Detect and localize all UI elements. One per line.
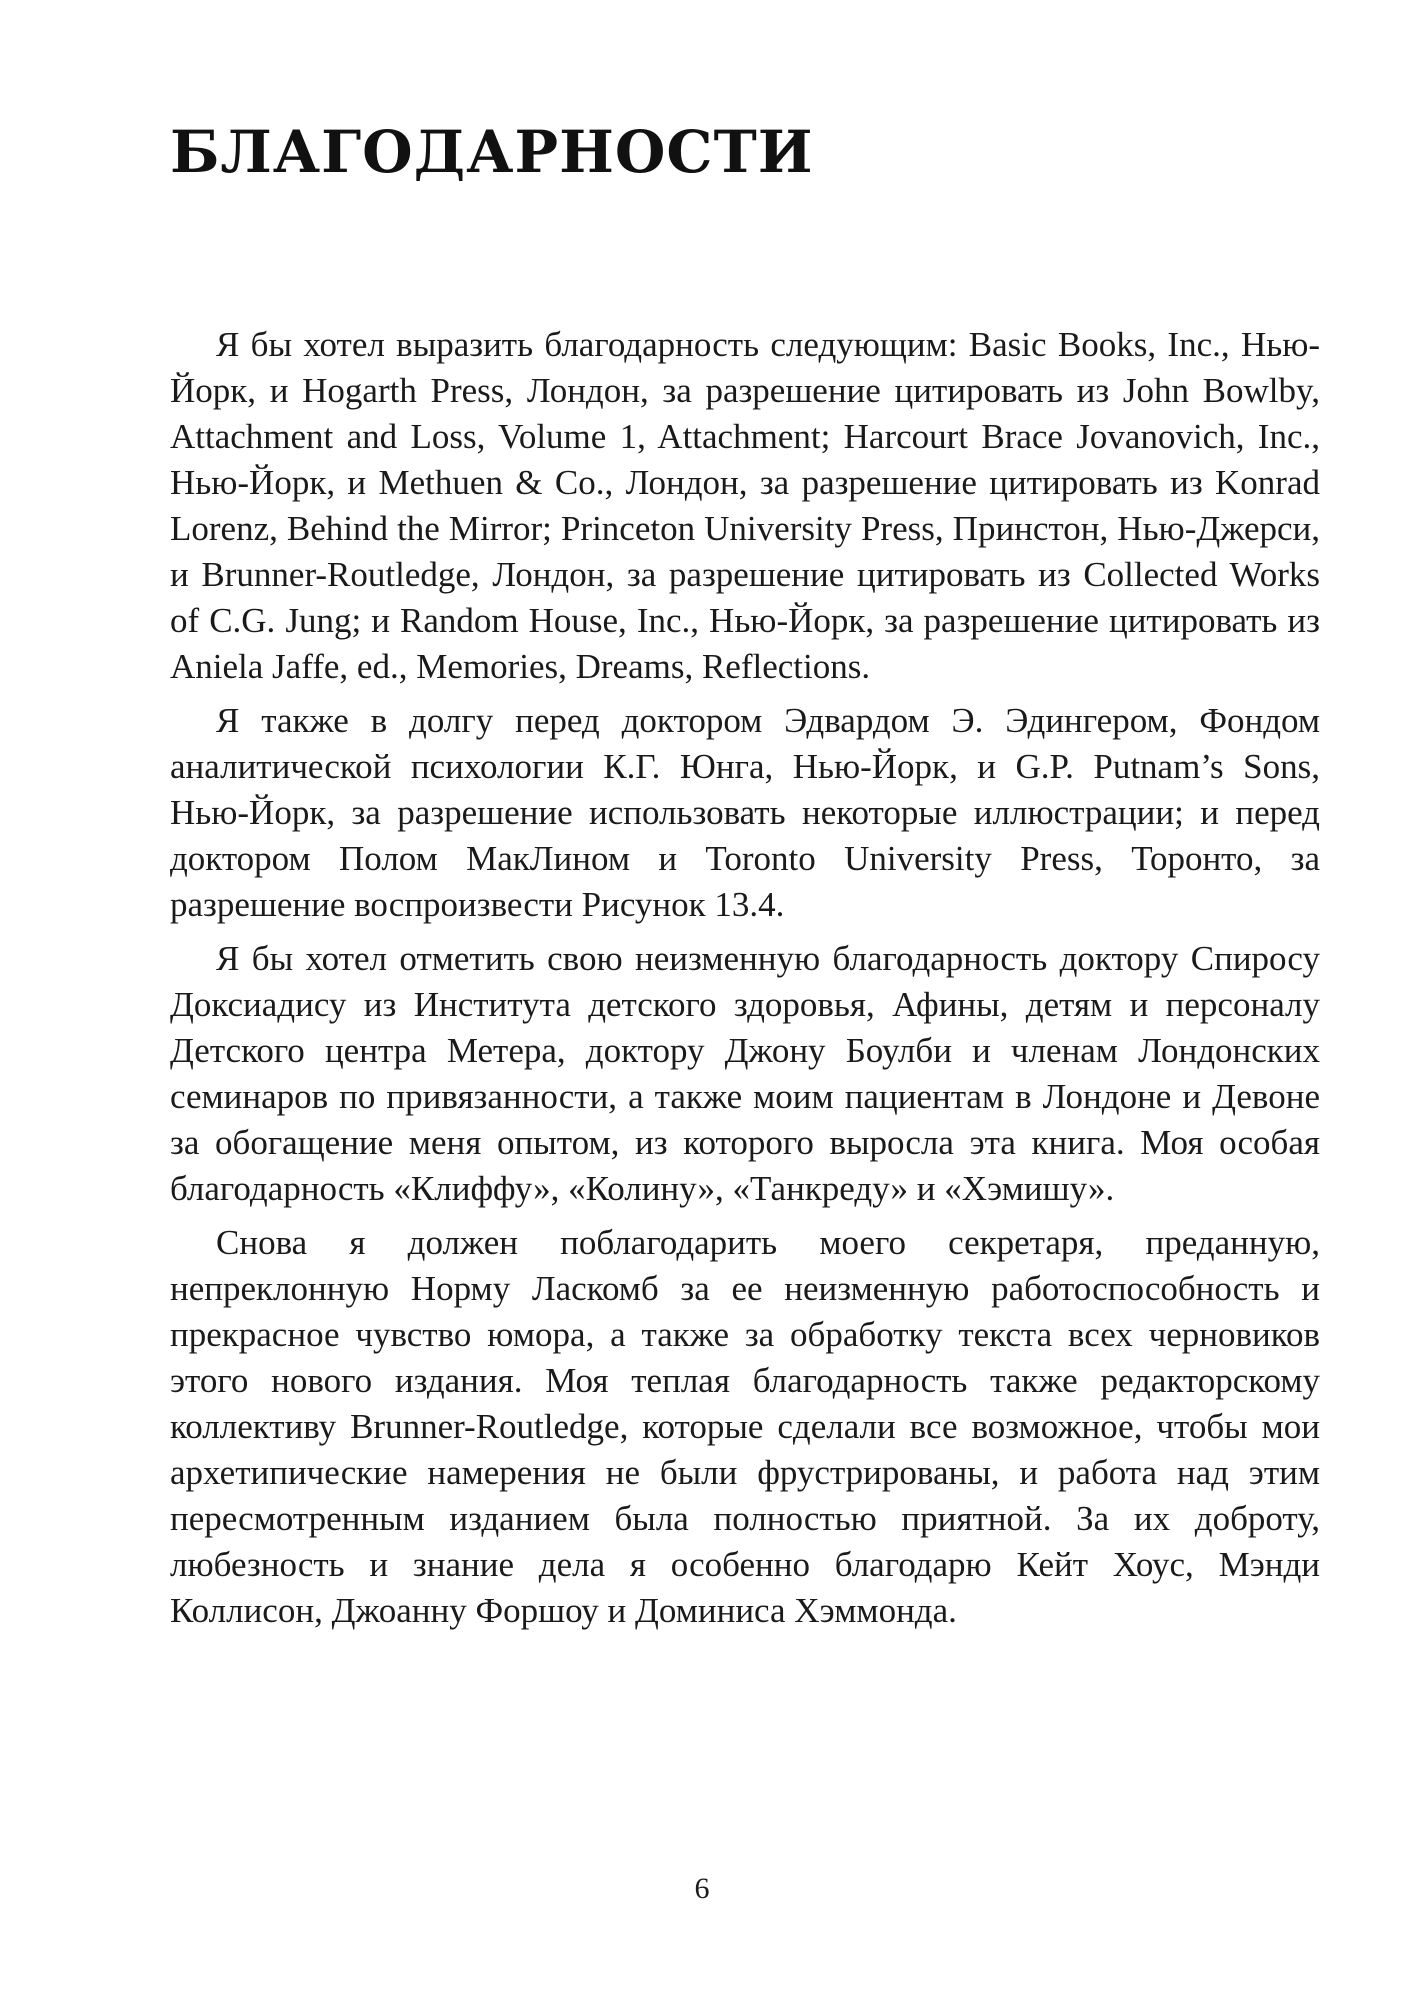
body-text: [170, 322, 1320, 1642]
paragraph-permissions: Я бы хотел выразить благодарность следующим: Basic Books, Inc., Нью-Йорк, и Hogarth Press, Лондон, за разрешение цитировать из John Bowlby, Attachment and Loss, Volume 1, Attachment; Harcourt Brace Jovanovich, Inc., Нью-Йорк, и Methuen & Co., Лондон, за разрешение цитировать из Konrad Lorenz, Behind the Mirror; Princeton University Press, Принстон, Нью-Джерси, и Brunner-Routledge, Лондон, за разрешение цитировать из Collected Works of C.G. Jung; и Random House, Inc., Нью-Йорк, за разрешение цитировать из Aniela Jaffe, ed., Memories, Dreams, Reflections.: [170, 325, 1320, 686]
paragraph-illustrations: Я также в долгу перед доктором Эдвардом Э. Эдингером, Фондом аналитической психологии К.Г. Юнга, Нью-Йорк, и G.P. Putnam’s Sons, Нью-Йорк, за разрешение использовать некоторые иллюстрации; и перед доктором Полом МакЛином и Toronto University Press, Торонто, за разрешение воспроизвести Рисунок 13.4.: [170, 701, 1320, 924]
page-title: БЛАГОДАРНОСТИ: [170, 118, 814, 186]
page-number: 6: [694, 1872, 710, 1905]
paragraph-secretary: Снова я должен поблагодарить моего секретаря, преданную, непреклонную Норму Ласкомб за ее неизменную работоспособность и прекрасное чувство юмора, а также за обработку текста всех черновиков этого нового издания. Моя теплая благодарность также редакторскому коллективу Brunner-Routledge, которые сделали все возможное, чтобы мои архетипические намерения не были фрустрированы, и работа над этим пересмотренным изданием была полностью приятной. За их доброту, любезность и знание дела я особенно благодарю Кейт Хоус, Мэнди Коллисон, Джоанну Форшоу и Доминиса Хэммонда.: [170, 1223, 1320, 1630]
paragraph-gratitude: Я бы хотел отметить свою неизменную благодарность доктору Спиросу Доксиадису из Института детского здоровья, Афины, детям и персоналу Детского центра Метера, доктору Джону Боулби и членам Лондонских семинаров по привязанности, а также моим пациентам в Лондоне и Девоне за обогащение меня опытом, из которого выросла эта книга. Моя особая благодарность «Клиффу», «Колину», «Танкреду» и «Хэмишу».: [170, 939, 1320, 1208]
